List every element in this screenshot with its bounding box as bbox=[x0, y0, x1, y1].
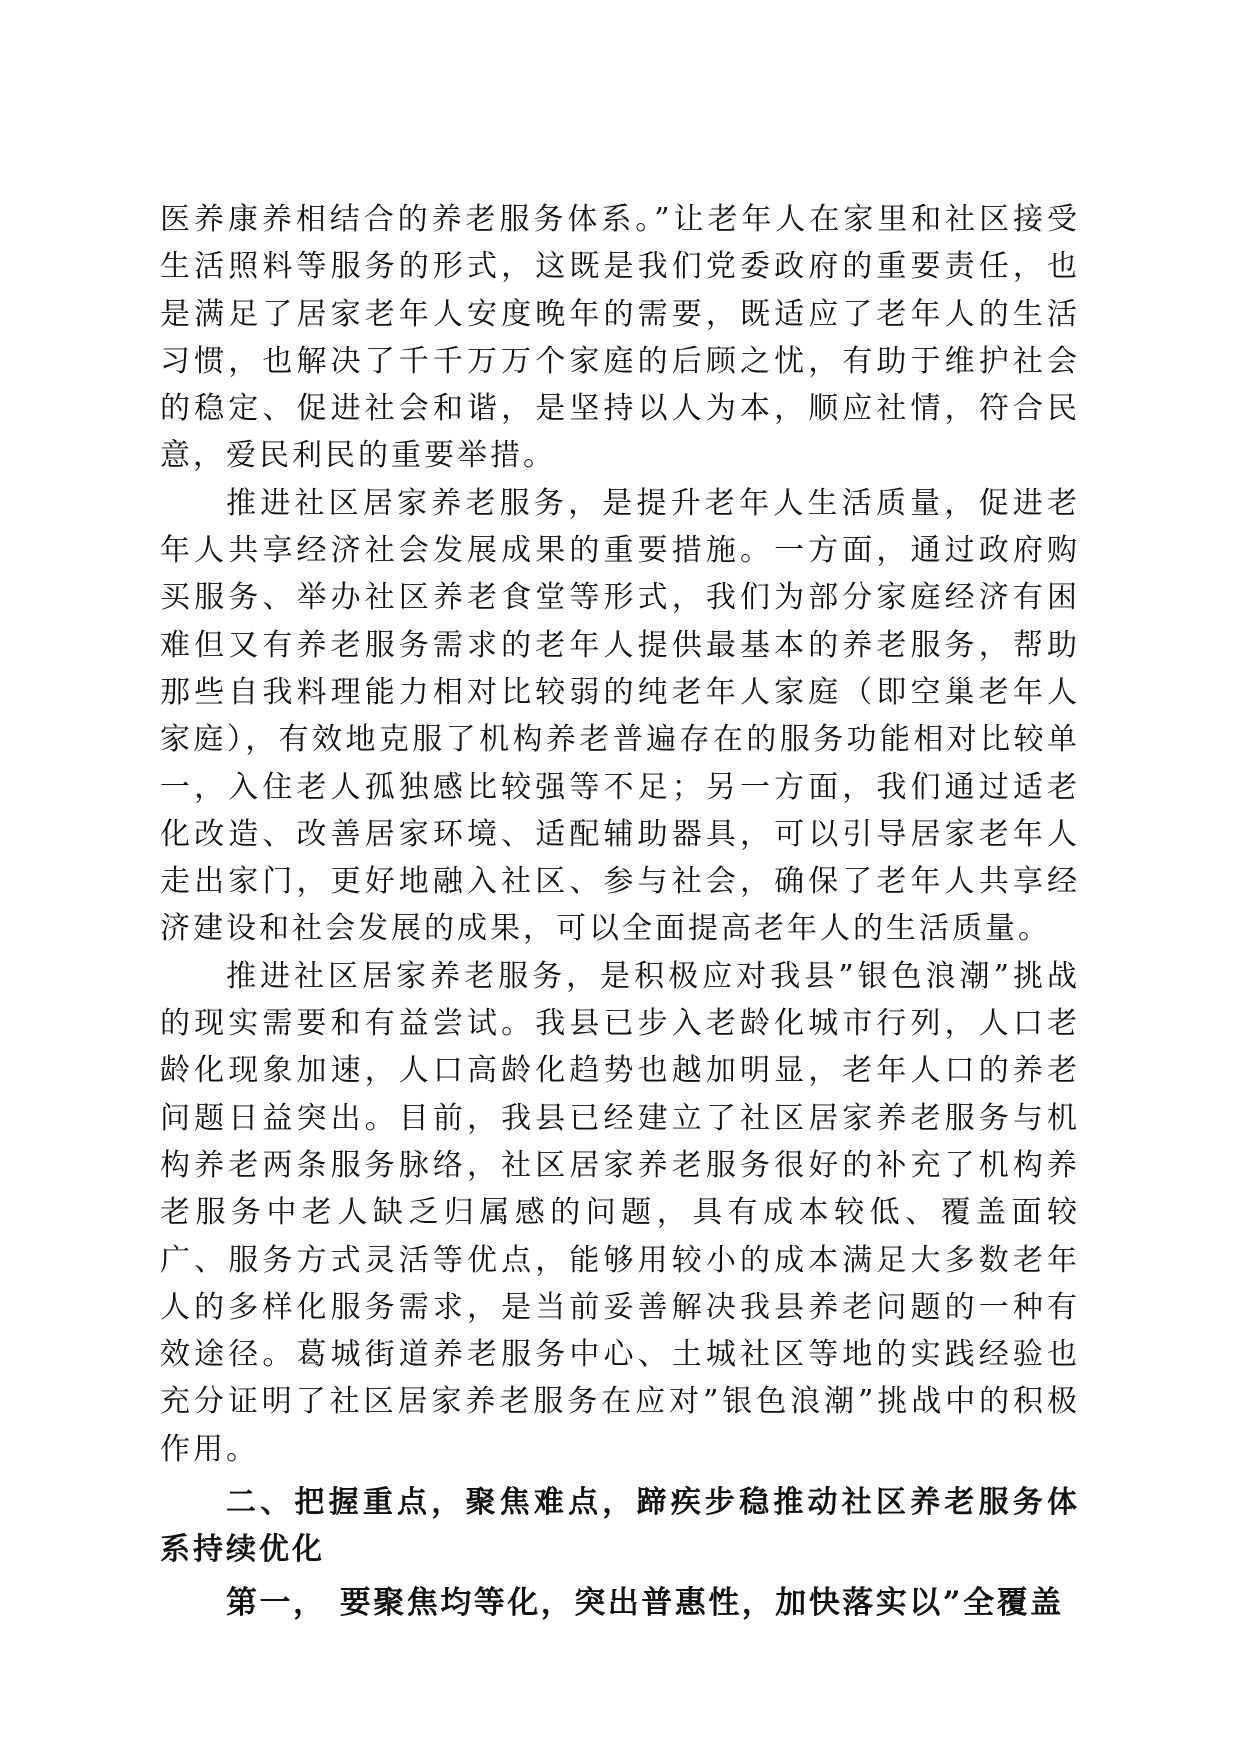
body-paragraph-silver-wave: 推进社区居家养老服务，是积极应对我县”银色浪潮”挑战的现实需要和有益尝试。我县已步入老龄化城市行列，人口老龄化现象加速，人口高龄化趋势也越加明显，老年人口的养老问题日益突出。目前，我县已经建立了社区居家养老服务与机构养老两条服务脉络，社区居家养老服务很好的补充了机构养老服务中老人缺乏归属感的问题，具有成本较低、覆盖面较广、服务方式灵活等优点，能够用较小的成本满足大多数老年人的多样化服务需求，是当前妥善解决我县养老问题的一种有效途径。葛城街道养老服务中心、土城社区等地的实践经验也充分证明了社区居家养老服务在应对”银色浪潮”挑战中的积极作用。 bbox=[160, 958, 1080, 1467]
body-paragraph-continuation: 医养康养相结合的养老服务体系。”让老年人在家里和社区接受生活照料等服务的形式，这既是我们党委政府的重要责任，也是满足了居家老年人安度晚年的需要，既适应了老年人的生活习惯，也解决了千千万万个家庭的后顾之忧，有助于维护社会的稳定、促进社会和谐，是坚持以人为本，顺应社情，符合民意，爱民利民的重要举措。 bbox=[160, 202, 1080, 474]
subsection-heading: 第一， 要聚焦均等化，突出普惠性，加快落实以”全覆盖 bbox=[226, 1584, 1064, 1621]
section-heading: 二、把握重点，聚焦难点，蹄疾步稳推动社区养老服务体系持续优化 bbox=[160, 1485, 1080, 1568]
body-paragraph-quality-of-life: 推进社区居家养老服务，是提升老年人生活质量，促进老年人共享经济社会发展成果的重要措施。一方面，通过政府购买服务、举办社区养老食堂等形式，我们为部分家庭经济有困难但又有养老服务需求的老年人提供最基本的养老服务，帮助那些自我料理能力相对比较弱的纯老年人家庭（即空巢老年人家庭），有效地克服了机构养老普遍存在的服务功能相对比较单一，入住老人孤独感比较强等不足；另一方面，我们通过适老化改造、改善居家环境、适配辅助器具，可以引导居家老年人走出家门，更好地融入社区、参与社会，确保了老年人共享经济建设和社会发展的成果，可以全面提高老年人的生活质量。 bbox=[160, 485, 1080, 947]
document-page bbox=[160, 196, 1080, 1627]
